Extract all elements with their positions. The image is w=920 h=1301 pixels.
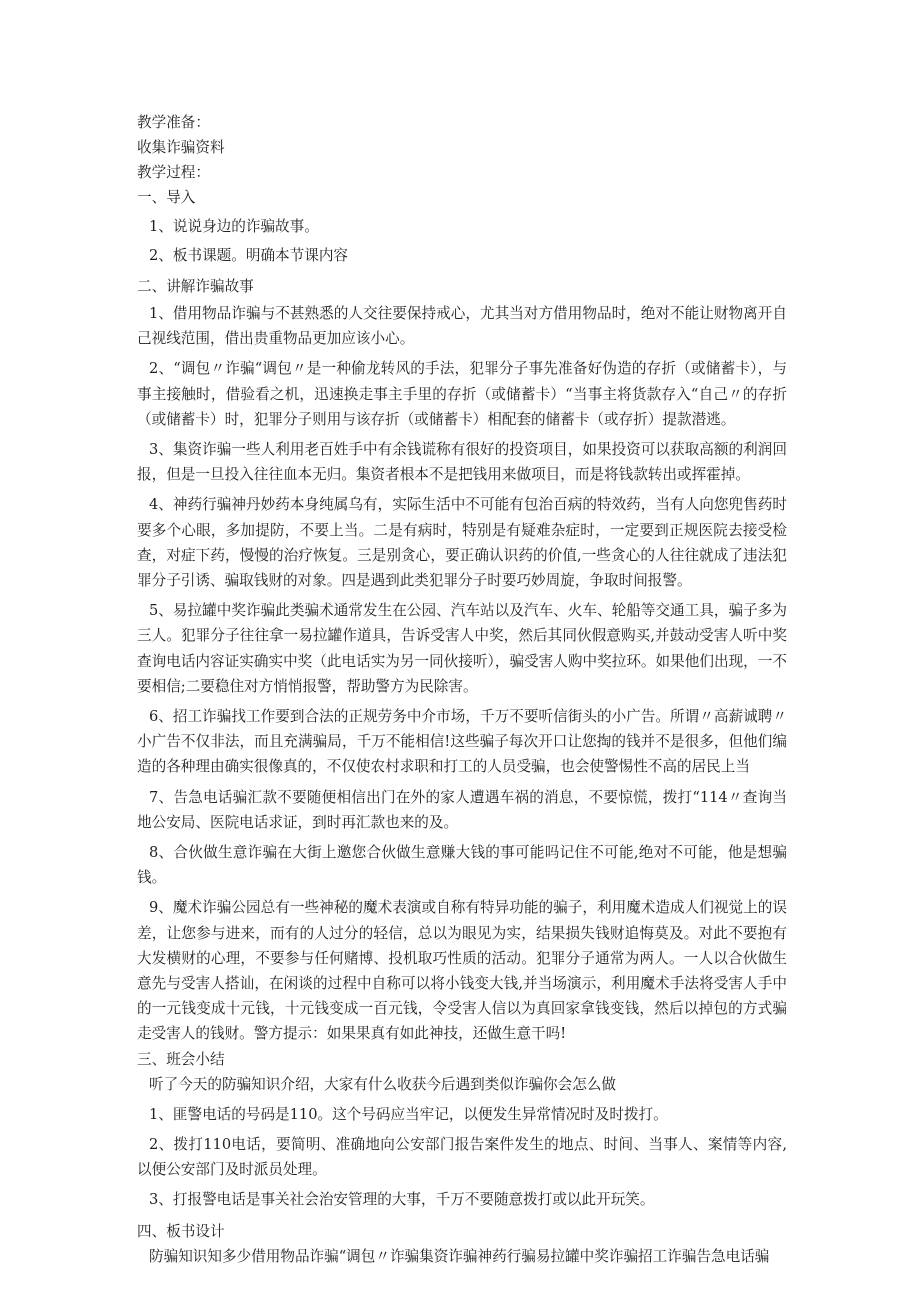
process-heading: 教学过程：: [137, 164, 210, 181]
story-paragraph: 3、集资诈骗一些人利用老百姓手中有余钱谎称有很好的投资项目，如果投资可以获取高额的利润回报，但是一旦投入往往血本无归。集资者根本不是把钱用来做项目，而是将钱款转出或挥霍掉。: [137, 441, 787, 484]
story-paragraph: 4、神药行骗神丹妙药本身纯属乌有，实际生活中不可能有包治百病的特效药，当有人向您兜售药时要多个心眼，多加提防，不要上当。二是有病时，特别是有疑难杂症时，一定要到正规医院去接受检查，对症下药，慢慢的治疗恢复。三是别贪心，要正确认识药的价值,一些贪心的人往往就成了违法犯罪分子引诱、骗取钱财的对象。四是遇到此类犯罪分子时要巧妙周旋，争取时间报警。: [137, 496, 787, 590]
story-paragraph: 5、易拉罐中奖诈骗此类骗术通常发生在公园、汽车站以及汽车、火车、轮船等交通工具，骗子多为三人。犯罪分子往往拿一易拉罐作道具，告诉受害人中奖，然后其同伙假意购买,并鼓动受害人听中奖查询电话内容证实确实中奖（此电话实为另一同伙接听），骗受害人购中奖拉环。如果他们出现，一不要相信;二要稳住对方悄悄报警，帮助警方为民除害。: [137, 602, 787, 695]
summary-item: 3、打报警电话是事关社会治安管理的大事，千万不要随意拨打或以此开玩笑。: [149, 1191, 655, 1209]
story-paragraph: 6、招工诈骗找工作要到合法的正规劳务中介市场，千万不要听信街头的小广告。所谓〃高薪诚聘〃小广告不仅非法，而且充满骗局，千万不能相信!这些骗子每次开口让您掏的钱并不是很多，但他们编造的各种理由确实很像真的，不仅使农村求职和打工的人员受骗，也会使警惕性不高的居民上当: [137, 708, 787, 776]
section-heading-summary: 三、班会小结: [137, 1050, 225, 1068]
section-heading-intro: 一、导入: [137, 189, 196, 206]
story-paragraph: 9、魔术诈骗公园总有一些神秘的魔术表演或自称有特异功能的骗子，利用魔术造成人们视觉上的误差，让您参与进来，而有的人过分的轻信，总以为眼见为实，结果损失钱财追悔莫及。对此不要抱有大发横财的心理，不要参与任何赌博、投机取巧性质的活动。犯罪分子通常为两人。一人以合伙做生意先与受害人搭讪，在闲谈的过程中自称可以将小钱变大钱,并当场演示，利用魔术手法将受害人手中的一元钱变成十元钱，十元钱变成一百元钱，令受害人信以为真回家拿钱变钱，然后以掉包的方式骗走受害人的钱财。警方提示：如果果真有如此神技，还做生意干吗!: [137, 899, 787, 1043]
story-paragraph: 8、合伙做生意诈骗在大街上邀您合伙做生意赚大钱的事可能吗记住不可能,绝对不可能，他是想骗钱。: [137, 844, 787, 887]
prep-heading: 教学准备：: [137, 114, 210, 131]
board-design-text: 防骗知识知多少借用物品诈骗“调包〃诈骗集资诈骗神药行骗易拉罐中奖诈骗招工诈骗告急电话骗: [149, 1247, 770, 1265]
intro-item: 2、板书课题。明确本节课内容: [149, 247, 349, 264]
section-heading-stories: 二、讲解诈骗故事: [137, 278, 254, 295]
prep-text: 收集诈骗资料: [137, 139, 225, 156]
summary-item: 2、拨打110电话，要简明、准确地向公安部门报告案件发生的地点、时间、当事人、案情等内容,以便公安部门及时派员处理。: [137, 1135, 787, 1179]
section-heading-board: 四、板书设计: [137, 1222, 225, 1240]
story-paragraph: 7、告急电话骗汇款不要随便相信出门在外的家人遭遇车祸的消息，不要惊慌，拨打“114〃查询当地公安局、医院电话求证，到时再汇款也来的及。: [137, 788, 787, 831]
intro-item: 1、说说身边的诈骗故事。: [149, 218, 319, 235]
summary-item: 1、匪警电话的号码是110。这个号码应当牢记，以便发生异常情况时及时拨打。: [149, 1105, 668, 1123]
summary-intro: 听了今天的防骗知识介绍，大家有什么收获今后遇到类似诈骗你会怎么做: [149, 1075, 617, 1093]
story-paragraph: 2、“调包〃诈骗“调包〃是一种偷龙转风的手法，犯罪分子事先准备好伪造的存折（或储蓄卡），与事主接触时，借验看之机，迅速换走事主手里的存折（或储蓄卡）“当事主将货款存入“自己〃的存折（或储蓄卡）时，犯罪分子则用与该存折（或储蓄卡）相配套的储蓄卡（或存折）提款潜逃。: [137, 360, 787, 428]
story-paragraph: 1、借用物品诈骗与不甚熟悉的人交往要保持戒心，尤其当对方借用物品时，绝对不能让财物离开自己视线范围，借出贵重物品更加应该小心。: [137, 305, 787, 348]
document-body: [137, 110, 787, 1269]
